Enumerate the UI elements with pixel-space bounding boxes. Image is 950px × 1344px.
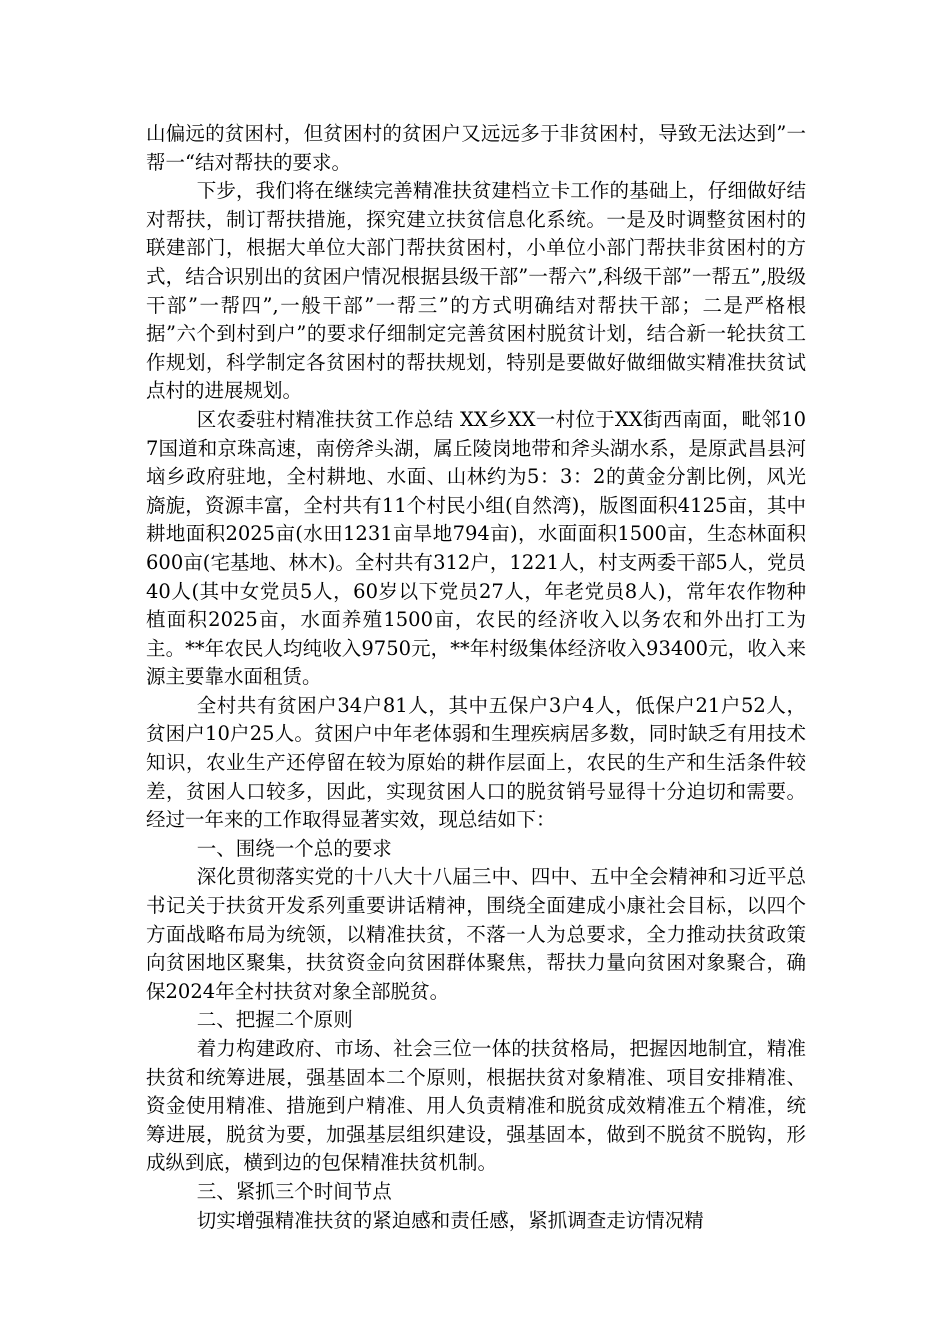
document-body bbox=[146, 120, 806, 1235]
paragraph-continuation: 山偏远的贫困村，但贫困村的贫困户又远远多于非贫困村，导致无法达到”一帮一“结对帮扶的要求。 bbox=[146, 122, 806, 174]
paragraph-village-overview: 区农委驻村精准扶贫工作总结 XX乡XX一村位于XX街西南面，毗邻107国道和京珠高速，南傍斧头湖，属丘陵岗地带和斧头湖水系，是原武昌县河垴乡政府驻地，全村耕地、水面、山林约为5：3：2的黄金分割比例，风光旖旎，资源丰富，全村共有11个村民小组(自然湾)，版图面积4125亩，其中耕地面积2025亩(水田1231亩旱地794亩)，水面面积1500亩，生态林面积600亩(宅基地、林木)。全村共有312户，1221人，村支两委干部5人，党员40人(其中女党员5人，60岁以下党员27人，年老党员8人)，常年农作物种植面积2025亩，水面养殖1500亩，农民的经济收入以务农和外出打工为主。**年农民人均纯收入9750元，**年村级集体经济收入93400元，收入来源主要靠水面租赁。 bbox=[146, 407, 806, 689]
paragraph-next-steps: 下步，我们将在继续完善精准扶贫建档立卡工作的基础上，仔细做好结对帮扶，制订帮扶措施，探究建立扶贫信息化系统。一是及时调整贫困村的联建部门，根据大单位大部门帮扶贫困村，小单位小部门帮扶非贫困村的方式，结合识别出的贫困户情况根据县级干部”一帮六”,科级干部”一帮五”,股级干部”一帮四”,一般干部”一帮三”的方式明确结对帮扶干部；二是严格根据”六个到村到户”的要求仔细制定完善贫困村脱贫计划，结合新一轮扶贫工作规划，科学制定各贫困村的帮扶规划，特别是要做好做细做实精准扶贫试点村的进展规划。 bbox=[146, 179, 806, 403]
paragraph-requirement: 深化贯彻落实党的十八大十八届三中、四中、五中全会精神和习近平总书记关于扶贫开发系列重要讲话精神，围绕全面建成小康社会目标，以四个方面战略布局为统领，以精准扶贫，不落一人为总要求，全力推动扶贫政策向贫困地区聚集，扶贫资金向贫困群体聚焦，帮扶力量向贫困对象聚合，确保2024年全村扶贫对象全部脱贫。 bbox=[146, 865, 806, 1003]
paragraph-principles: 着力构建政府、市场、社会三位一体的扶贫格局，把握因地制宜，精准扶贫和统筹进展，强基固本二个原则，根据扶贫对象精准、项目安排精准、资金使用精准、措施到户精准、用人负责精准和脱贫成效精准五个精准，统筹进展，脱贫为要，加强基层组织建设，强基固本，做到不脱贫不脱钩，形成纵到底，横到边的包保精准扶贫机制。 bbox=[146, 1037, 806, 1175]
section-heading-2: 二、把握二个原则 bbox=[196, 1008, 353, 1032]
section-heading-1: 一、围绕一个总的要求 bbox=[196, 836, 392, 860]
paragraph-poverty-status: 全村共有贫困户34户81人，其中五保户3户4人，低保户21户52人，贫困户10户25人。贫困户中年老体弱和生理疾病居多数，同时缺乏有用技术知识，农业生产还停留在较为原始的耕作层面上，农民的生产和生活条件较差，贫困人口较多，因此，实现贫困人口的脱贫销号显得十分迫切和需要。经过一年来的工作取得显著实效，现总结如下： bbox=[146, 693, 806, 832]
paragraph-time-nodes: 切实增强精准扶贫的紧迫感和责任感，紧抓调查走访情况精 bbox=[196, 1208, 704, 1232]
section-heading-3: 三、紧抓三个时间节点 bbox=[196, 1179, 392, 1203]
